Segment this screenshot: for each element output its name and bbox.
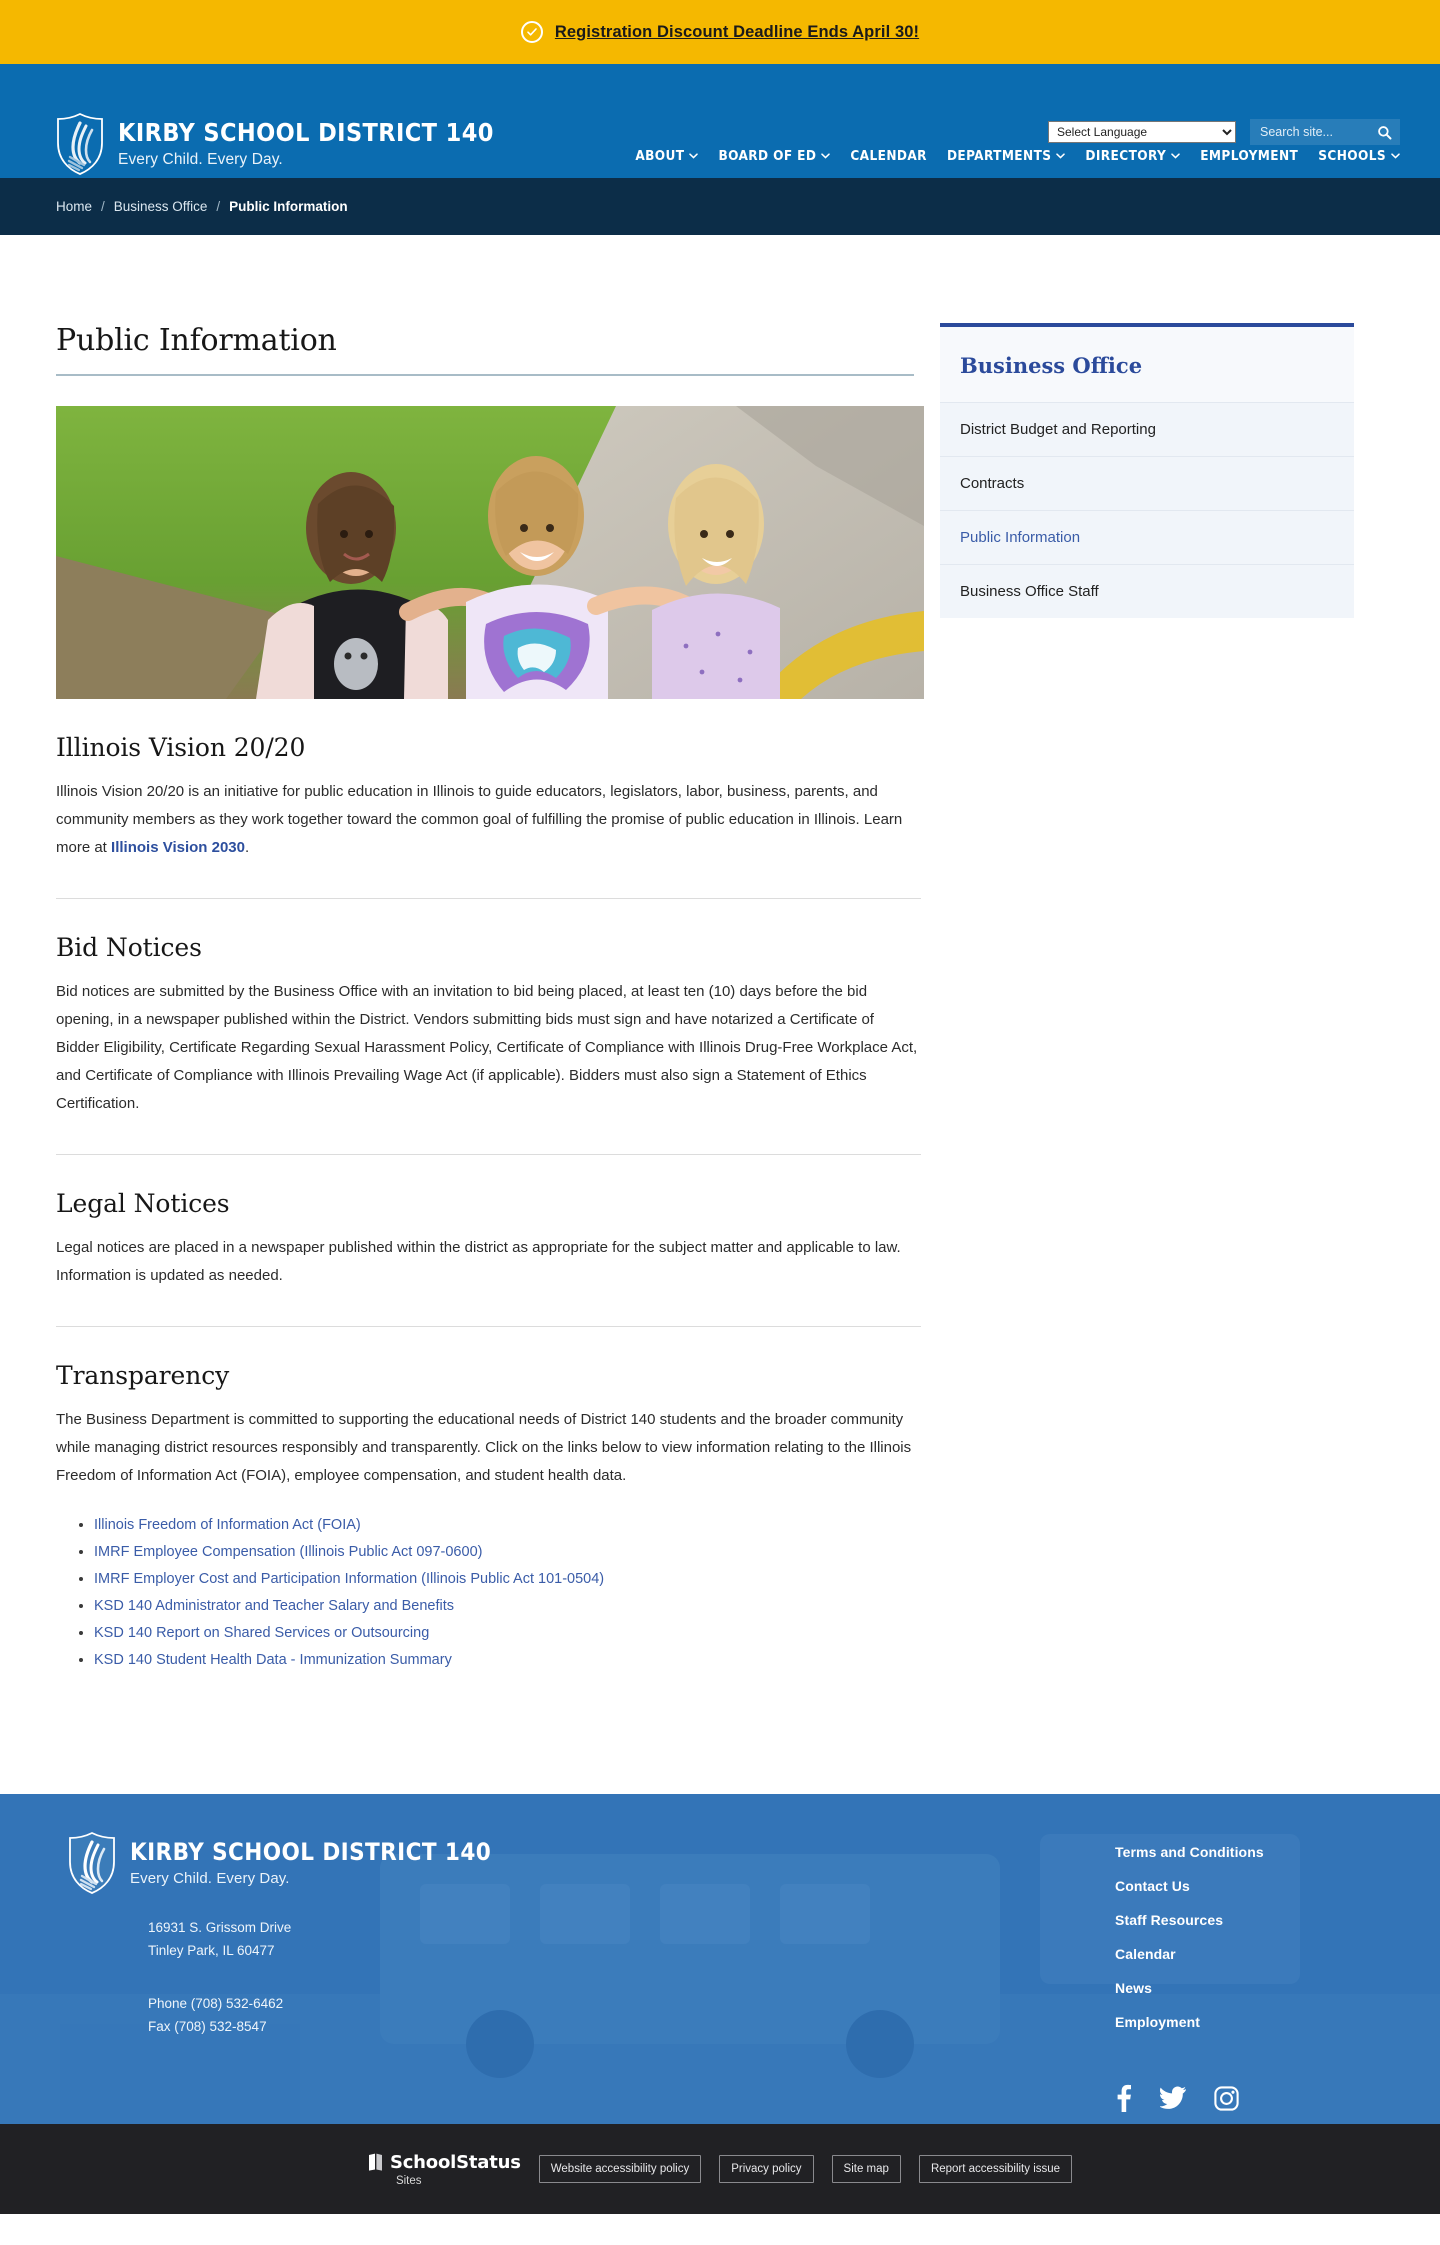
hero-image: [56, 406, 924, 699]
nav-item-board-of-ed[interactable]: [718, 148, 830, 164]
divider: [56, 1154, 921, 1155]
sidebar-item-district-budget-and-reporting[interactable]: District Budget and Reporting: [940, 402, 1354, 456]
breadcrumb-item-business-office[interactable]: Business Office: [113, 199, 208, 214]
footer-address: [148, 1916, 291, 1962]
transparency-link-imrf-employee-comp[interactable]: IMRF Employee Compensation (Illinois Public Act 097-0600): [94, 1544, 483, 1560]
footer-phone-number: Phone (708) 532-6462: [148, 1996, 284, 2011]
section-heading-illinois-vision: Illinois Vision 20/20: [56, 733, 306, 762]
chevron-down-icon: [821, 153, 830, 159]
chevron-down-icon: [1171, 153, 1180, 159]
alert-banner-text[interactable]: Registration Discount Deadline Ends April 30!: [554, 22, 920, 41]
footer-link-calendar[interactable]: Calendar: [1115, 1946, 1176, 1962]
nav-label: SCHOOLS: [1318, 148, 1386, 164]
sidebar-item-public-information[interactable]: Public Information: [940, 510, 1354, 564]
header-brand-name: KIRBY SCHOOL DISTRICT 140: [118, 118, 494, 148]
sidebar-item-business-office-staff[interactable]: Business Office Staff: [940, 564, 1354, 618]
section-heading-transparency: Transparency: [56, 1361, 230, 1390]
search-input[interactable]: [1260, 125, 1360, 139]
nav-label: ABOUT: [635, 148, 685, 164]
bottom-bar: [0, 2124, 1440, 2214]
transparency-link-shared-services[interactable]: KSD 140 Report on Shared Services or Outsourcing: [94, 1625, 430, 1641]
footer-contact-numbers: [148, 1992, 283, 2038]
list-item: [94, 1593, 926, 1620]
footer-brand-tagline: Every Child. Every Day.: [130, 1870, 290, 1887]
list-item: [94, 1512, 926, 1539]
list-item: [94, 1566, 926, 1593]
section-heading-bid-notices: Bid Notices: [56, 933, 202, 962]
hero-photo-graphic: [56, 406, 924, 699]
main-navigation: [635, 148, 1400, 164]
footer-link-terms-and-conditions[interactable]: Terms and Conditions: [1115, 1844, 1264, 1860]
nav-item-schools[interactable]: [1318, 148, 1400, 164]
sidebar-card: [940, 323, 1354, 618]
header-utility-bar: [1048, 119, 1400, 145]
page-body: [0, 235, 1440, 1794]
list-item: [94, 1620, 926, 1647]
nav-label: CALENDAR: [850, 148, 927, 164]
chevron-down-icon: [1056, 153, 1065, 159]
nav-item-directory[interactable]: [1085, 148, 1180, 164]
content-column: [0, 235, 930, 1674]
footer-link-staff-resources[interactable]: Staff Resources: [1115, 1912, 1224, 1928]
section-body-text-end: .: [244, 839, 250, 856]
page-title: Public Information: [56, 323, 914, 376]
site-map-button[interactable]: Site map: [832, 2155, 901, 2183]
footer-link-employment[interactable]: Employment: [1115, 2014, 1201, 2030]
section-body-text: Illinois Vision 20/20 is an initiative for public education in Illinois to guide educators, legislators, labor, business, parents, and community members as they work together toward the common goal of fulfilling the promise of public education in Illinois. Learn more at: [56, 783, 903, 856]
report-accessibility-issue-button[interactable]: Report accessibility issue: [919, 2155, 1072, 2183]
chevron-down-icon: [1391, 153, 1400, 159]
breadcrumb-separator: /: [101, 199, 105, 214]
twitter-icon[interactable]: [1160, 2086, 1186, 2110]
alert-banner[interactable]: [0, 0, 1440, 64]
search-box[interactable]: [1250, 119, 1400, 145]
schoolstatus-sub: Sites: [395, 2174, 422, 2187]
footer-link-contact-us[interactable]: Contact Us: [1115, 1878, 1190, 1894]
breadcrumb-separator: /: [216, 199, 221, 214]
breadcrumb-bar: [0, 178, 1440, 235]
language-select[interactable]: [1048, 121, 1236, 143]
transparency-link-foia[interactable]: Illinois Freedom of Information Act (FOIA): [94, 1517, 361, 1533]
nav-label: BOARD OF ED: [718, 148, 817, 164]
footer-link-list: [1115, 1844, 1264, 2030]
section-heading-legal-notices: Legal Notices: [56, 1189, 230, 1218]
site-header: [0, 64, 1440, 178]
instagram-icon[interactable]: [1214, 2086, 1239, 2111]
chevron-down-icon: [689, 153, 698, 159]
nav-label: DIRECTORY: [1085, 148, 1167, 164]
section-body-legal-notices: Legal notices are placed in a newspaper published within the district as appropriate for the subject matter and applicable to law. Information is updated as needed.: [56, 1239, 901, 1284]
header-brand-tagline: Every Child. Every Day.: [118, 151, 283, 169]
section-body-transparency: The Business Department is committed to supporting the educational needs of District 140 students and the broader community while managing district resources responsibly and transparently. Click on the links below to view information relating to the Illinois Freedom of Information Act (FOIA), employee compensation, and student health data.: [56, 1411, 912, 1484]
footer-fax-number: Fax (708) 532-8547: [148, 2019, 267, 2034]
check-circle-icon: [521, 21, 543, 43]
facebook-icon[interactable]: [1115, 2084, 1132, 2112]
divider: [56, 1326, 921, 1327]
breadcrumb-item-current: Public Information: [229, 199, 348, 214]
search-icon: [1377, 125, 1392, 140]
footer-address-line2: Tinley Park, IL 60477: [148, 1943, 275, 1958]
nav-item-about[interactable]: [635, 148, 698, 164]
nav-item-departments[interactable]: [947, 148, 1065, 164]
footer-brand-name: KIRBY SCHOOL DISTRICT 140: [130, 1838, 492, 1866]
header-logo[interactable]: [56, 113, 494, 175]
section-body-bid-notices: Bid notices are submitted by the Business Office with an invitation to bid being placed, at least ten (10) days before the bid opening, in a newspaper published within the District. Vendors submitting bids must sign and have notarized a Certificate of Bidder Eligibility, Certificate Regarding Sexual Harassment Policy, Certificate of Compliance with Illinois Drug-Free Workplace Act, and Certificate of Compliance with Illinois Prevailing Wage Act (if applicable). Bidders must also sign a Statement of Ethics Certification.: [56, 983, 918, 1112]
breadcrumb: [0, 199, 348, 214]
schoolstatus-logo[interactable]: [368, 2152, 521, 2187]
nav-label: DEPARTMENTS: [946, 148, 1052, 164]
transparency-link-imrf-employer-cost[interactable]: IMRF Employer Cost and Participation Information (Illinois Public Act 101-0504): [94, 1571, 605, 1587]
footer-logo[interactable]: [68, 1832, 491, 1894]
search-button[interactable]: [1377, 125, 1392, 140]
schoolstatus-name: SchoolStatus: [389, 2151, 521, 2173]
nav-item-calendar[interactable]: [850, 148, 927, 164]
privacy-policy-button[interactable]: Privacy policy: [719, 2155, 813, 2183]
nav-label: EMPLOYMENT: [1200, 148, 1299, 164]
list-item: [94, 1647, 926, 1674]
sidebar-item-contracts[interactable]: Contracts: [940, 456, 1354, 510]
sidebar-title: Business Office: [940, 327, 1354, 402]
website-accessibility-policy-button[interactable]: Website accessibility policy: [539, 2155, 701, 2183]
breadcrumb-item-home[interactable]: Home: [56, 199, 93, 214]
section-body-illinois-vision: [56, 778, 921, 862]
sidebar-column: [930, 235, 1350, 1674]
social-links: [1115, 2084, 1239, 2112]
list-item: [94, 1539, 926, 1566]
transparency-link-list: [94, 1512, 926, 1674]
kirby-shield-icon: [68, 1832, 116, 1894]
site-footer: [0, 1794, 1440, 2124]
divider: [56, 898, 921, 899]
schoolstatus-mark-icon: [368, 2153, 383, 2171]
footer-address-line1: 16931 S. Grissom Drive: [148, 1920, 292, 1935]
transparency-link-salary-benefits[interactable]: KSD 140 Administrator and Teacher Salary and Benefits: [94, 1598, 455, 1614]
footer-link-news[interactable]: News: [1115, 1980, 1152, 1996]
transparency-link-student-health-data[interactable]: KSD 140 Student Health Data - Immunization Summary: [94, 1652, 452, 1668]
illinois-vision-2030-link[interactable]: Illinois Vision 2030: [111, 839, 245, 856]
nav-item-employment[interactable]: [1200, 148, 1298, 164]
kirby-shield-icon: [56, 113, 104, 175]
